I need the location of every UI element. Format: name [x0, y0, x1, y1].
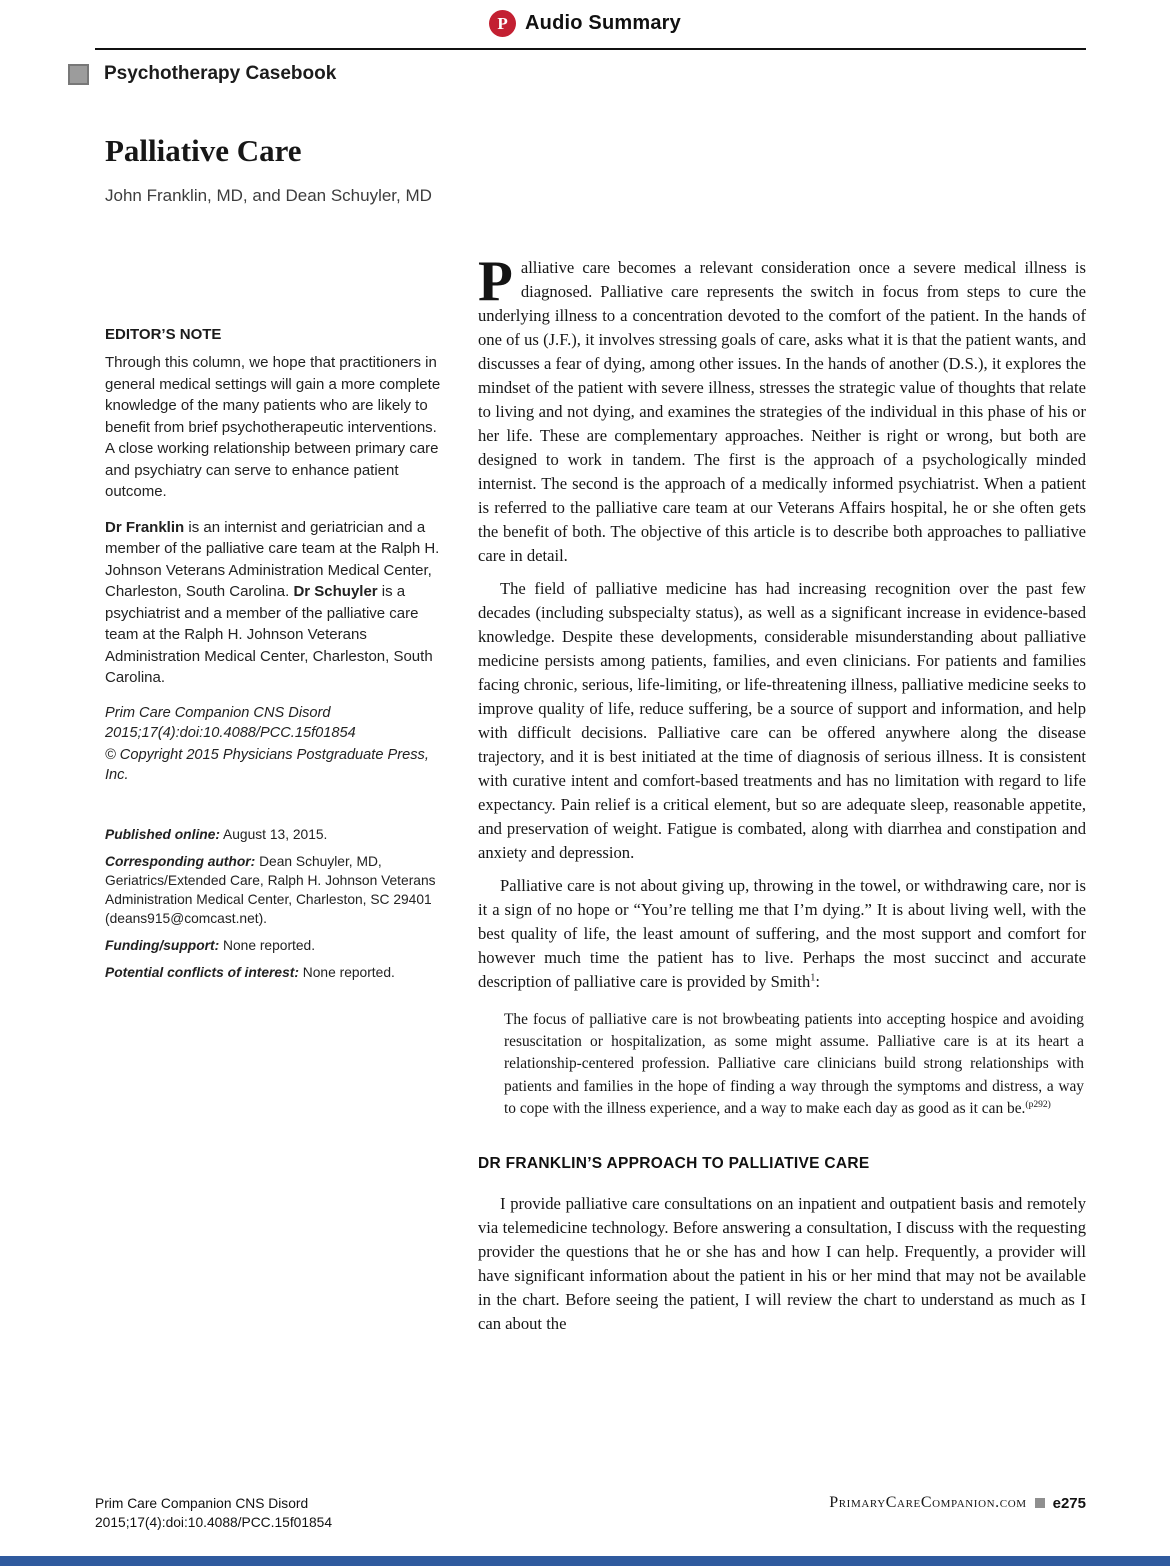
schuyler-label: Dr Schuyler — [293, 583, 378, 600]
audio-summary-label: Audio Summary — [525, 12, 681, 34]
publication-details — [105, 825, 447, 982]
editors-note-text: Through this column, we hope that practitioners in general medical settings will gain a more complete knowledge of the many patients who are likely to benefit from brief psychotherapeutic interventions. A close working relationship between primary care and psychiatry can serve to enhance patient outcome. — [105, 354, 441, 500]
corresponding-text: Dean Schuyler, MD, Geriatrics/Extended Care, Ralph H. Johnson Veterans Administration Medical Center, Charleston, SC 29401 (deans915@comcast.net). — [105, 853, 436, 926]
paragraph-intro — [478, 250, 1086, 568]
header-rule — [95, 48, 1086, 50]
footer-journal-info — [95, 1494, 332, 1532]
paragraph-intro-text: alliative care becomes a relevant consideration once a severe medical illness is diagnosed. Palliative care represents the switch in focus from steps to cure the underlying illness to a concentration devoted to the comfort of the patient. In the hands of one of us (J.F.), it involves stressing goals of care, asks what it is that the patient wants, and discusses a fear of dying, among other issues. In the hands of another (D.S.), it explores the mindset of the patient with severe illness, stresses the strategic value of thoughts that relate to living and not dying, and examines the strategies of the individual in this phase of his or her life. These are complementary approaches. Neither is right or wrong, but both are designed to work in tandem. The first is the approach of a psychologically minded internist. The second is the approach of a medically informed psychiatrist. When a patient is referred to the palliative care team at our Veterans Affairs hospital, he or she often gets the benefit of both. The objective of this article is to describe both approaches to palliative care in detail. — [478, 258, 1086, 565]
author-bios — [105, 517, 447, 689]
title-block — [105, 133, 1086, 206]
published-text: August 13, 2015. — [219, 826, 328, 842]
franklin-text: is an internist and geriatrician and a member of the palliative care team at the Ralph H. Johnson Veterans Administration Medical Center, Charleston, South Carolina. — [105, 518, 440, 600]
footer-page-number: e275 — [1052, 1494, 1086, 1512]
paragraph-not-giving-up — [478, 874, 1086, 994]
smith-quote-page-ref: (p292) — [1025, 1098, 1051, 1110]
corresponding-label: Corresponding author: — [105, 853, 256, 869]
footer-site-info — [829, 1494, 1086, 1512]
article-body — [478, 250, 1086, 1345]
editors-note-heading: EDITOR’S NOTE — [105, 326, 222, 343]
audio-summary-bar — [0, 0, 1170, 37]
article-byline: John Franklin, MD, and Dean Schuyler, MD — [105, 186, 432, 205]
section-heading-dr-franklin: DR FRANKLIN’S APPROACH TO PALLIATIVE CARE — [478, 1155, 870, 1173]
bottom-blue-bar — [0, 1556, 1170, 1566]
footer-site-link: PrimaryCareCompanion.com — [829, 1494, 1027, 1511]
footer-journal-name: Prim Care Companion CNS Disord — [95, 1496, 309, 1511]
copyright-line: © Copyright 2015 Physicians Postgraduate Press, Inc. — [105, 746, 429, 783]
section-title: Psychotherapy Casebook — [104, 63, 337, 84]
paragraph-colon: : — [815, 972, 821, 991]
conflicts-label: Potential conflicts of interest: — [105, 964, 299, 980]
audio-summary-icon — [489, 10, 516, 37]
funding-text: None reported. — [219, 937, 316, 953]
published-label: Published online: — [105, 826, 220, 842]
paragraph-franklin-consultations: I provide palliative care consultations on an inpatient and outpatient basis and remotely via telemedicine technology. Before answering a consultation, I discuss with the requesting provider the questions that he or she has and how I can help. Frequently, a provider will have significant information about the patient in his or her mind that may not be available in the chart. Before seeing the patient, I will review the chart to understand as much as I can about the — [478, 1194, 1086, 1334]
conflicts-text: None reported. — [298, 964, 395, 980]
smith-quote-text: The focus of palliative care is not browbeating patients into accepting hospice and avoiding resuscitation or hospitalization, as some might assume. Palliative care is at its heart a relationship-centered profession. Palliative care clinicians build strong relationships with patients and families in the hope of finding a way through the symptoms and distress, a way to cope with the illness experience, and a way to make each day as good as it can be. — [504, 1011, 1084, 1117]
footer-journal-doi: 2015;17(4):doi:10.4088/PCC.15f01854 — [95, 1515, 333, 1530]
drop-cap: P — [478, 250, 513, 313]
section-square-icon — [68, 64, 89, 85]
schuyler-text: is a psychiatrist and a member of the palliative care team at the Ralph H. Johnson Veterans Administration Medical Center, Charleston, South Carolina. — [105, 583, 433, 686]
audio-summary-link[interactable] — [489, 10, 681, 37]
conflicts-of-interest — [105, 963, 447, 982]
article-title: Palliative Care — [105, 133, 302, 168]
editor-sidebar — [105, 256, 447, 990]
page-footer — [95, 1494, 1086, 1532]
corresponding-author — [105, 852, 447, 928]
journal-citation: Prim Care Companion CNS Disord 2015;17(4):doi:10.4088/PCC.15f01854 — [105, 704, 356, 741]
paragraph-field-of-palliative-medicine: The field of palliative medicine has had increasing recognition over the past few decades (including subspecialty status), as well as a significant increase in evidence-based knowledge. Despite these developments, considerable misunderstanding about palliative medicine persists among patients, families, and even clinicians. For patients and families facing chronic, serious, life-limiting, or life-threatening illness, palliative medicine seeks to improve quality of life, reduce suffering, be a source of support and information, and help with difficult decisions. Palliative care can be offered anywhere along the disease trajectory, and it is best initiated at the time of diagnosis of serious illness. It is consistent with curative intent and comfort-based treatments and has no limitation with regard to life expectancy. Pain relief is a critical element, but so are adequate sleep, reasonable appetite, and preservation of weight. Fatigue is combated, along with diarrhea and constipation and anxiety and depression. — [478, 579, 1086, 862]
audio-icon-glyph: P — [497, 13, 508, 33]
footer-square-icon — [1035, 1498, 1045, 1508]
smith-quote — [504, 1009, 1084, 1120]
franklin-label: Dr Franklin — [105, 518, 185, 536]
funding-label: Funding/support: — [105, 937, 220, 953]
funding-support — [105, 936, 447, 955]
content-columns — [105, 250, 1086, 1345]
reference-superscript: 1 — [810, 972, 816, 984]
paragraph-not-giving-up-text: Palliative care is not about giving up, throwing in the towel, or withdrawing care, nor is it a sign of no hope or “You’re telling me that I’m dying.” It is about living well, with the best quality of life, the least amount of suffering, and the most support and comfort for however much time the patient has to live. Perhaps the most succinct and accurate description of palliative care is provided by Smith — [478, 876, 1086, 991]
journal-citation-block — [105, 703, 447, 785]
column-header — [68, 63, 1086, 85]
published-online — [105, 825, 447, 844]
